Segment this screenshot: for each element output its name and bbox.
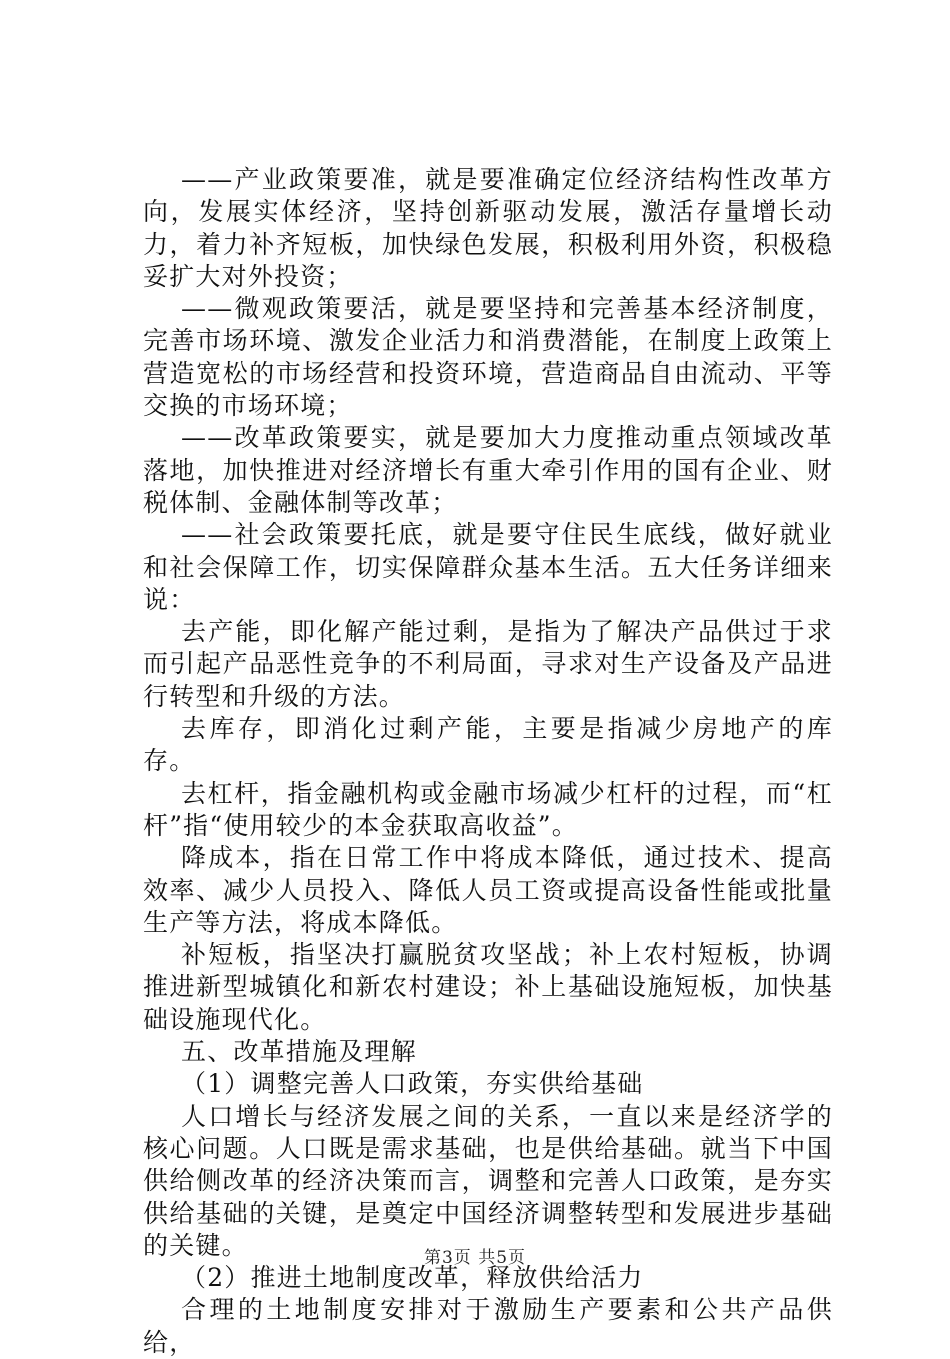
paragraph-reduce-cost: 降成本，指在日常工作中将成本降低，通过技术、提高效率、减少人员投入、降低人员工资或提高设备性能或批量生产等方法，将成本降低。 — [143, 843, 833, 937]
paragraph-land-system: 合理的土地制度安排对于激励生产要素和公共产品供给， — [143, 1295, 833, 1357]
paragraph-industrial-policy: ——产业政策要准，就是要准确定位经济结构性改革方向，发展实体经济，坚持创新驱动发展，激活存量增长动力，着力补齐短板，加快绿色发展，积极利用外资，积极稳妥扩大对外投资； — [143, 165, 833, 291]
page-number: 第3页 共5页 — [423, 1248, 527, 1268]
paragraph-social-policy: ——社会政策要托底，就是要守住民生底线，做好就业和社会保障工作，切实保障群众基本生活。五大任务详细来说： — [143, 520, 833, 614]
paragraph-population: 人口增长与经济发展之间的关系，一直以来是经济学的核心问题。人口既是需求基础，也是供给基础。就当下中国供给侧改革的经济决策而言，调整和完善人口政策，是夯实供给基础的关键，是奠定中国经济调整转型和发展进步基础的关键。 — [143, 1101, 833, 1260]
subheading-land-reform: （2）推进土地制度改革，释放供给活力 — [181, 1263, 644, 1293]
document-body — [143, 164, 833, 1359]
page-footer — [0, 1243, 950, 1268]
subheading-population-policy: （1）调整完善人口政策，夯实供给基础 — [181, 1069, 644, 1099]
paragraph-deleverage: 去杠杆，指金融机构或金融市场减少杠杆的过程，而“杠杆”指“使用较少的本金获取高收益”。 — [143, 778, 833, 840]
paragraph-reduce-inventory: 去库存，即消化过剩产能，主要是指减少房地产的库存。 — [143, 714, 833, 776]
paragraph-shore-up-weakness: 补短板，指坚决打赢脱贫攻坚战；补上农村短板，协调推进新型城镇化和新农村建设；补上基础设施短板，加快基础设施现代化。 — [143, 940, 833, 1034]
paragraph-micro-policy: ——微观政策要活，就是要坚持和完善基本经济制度，完善市场环境、激发企业活力和消费潜能，在制度上政策上营造宽松的市场经营和投资环境，营造商品自由流动、平等交换的市场环境； — [143, 294, 833, 421]
section-heading-reform-measures: 五、改革措施及理解 — [181, 1037, 417, 1067]
paragraph-reform-policy: ——改革政策要实，就是要加大力度推动重点领域改革落地，加快推进对经济增长有重大牵引作用的国有企业、财税体制、金融体制等改革； — [143, 423, 833, 517]
paragraph-reduce-capacity: 去产能，即化解产能过剩，是指为了解决产品供过于求而引起产品恶性竞争的不利局面，寻求对生产设备及产品进行转型和升级的方法。 — [143, 617, 833, 711]
